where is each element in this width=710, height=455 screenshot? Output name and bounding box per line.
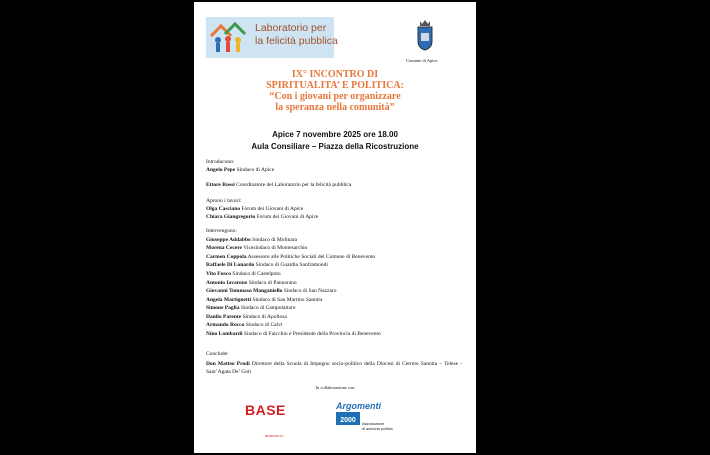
speaker-role: Sindaco di Apice <box>236 167 275 173</box>
speaker-role: Sindaco di Apollosa <box>242 314 287 320</box>
speaker-line <box>206 206 303 212</box>
argomenti-sub-line: Associazione <box>362 422 385 426</box>
event-date: Apice 7 novembre 2025 ore 18.00 <box>272 130 398 139</box>
speaker-role: Forum dei Giovani di Apice <box>241 206 304 212</box>
argomenti-year: 2000 <box>340 417 356 424</box>
speaker-line <box>206 182 351 188</box>
speaker-line <box>206 305 296 311</box>
laboratorio-logo <box>206 17 338 58</box>
comune-crest-icon <box>415 19 435 51</box>
argomenti-sub-line: di amicizia politica <box>362 426 393 431</box>
speaker-role: Sindaco di San Martino Sannita <box>252 297 323 303</box>
speaker-role: Forum dei Giovani di Apice <box>256 214 319 220</box>
speaker-line <box>206 167 274 173</box>
speaker-name: Raffaele Di Lonardo <box>206 262 255 268</box>
speaker-role: Sindaco di Pannarano <box>248 280 297 286</box>
speaker-name: Angela Martignetti <box>206 297 252 303</box>
speaker-role: Sindaco di Calvi <box>245 322 283 328</box>
argomenti-logo: Argomenti <box>336 401 381 411</box>
speaker-name: Don Matteo Prodi <box>206 361 250 367</box>
title-line: SPIRITUALITA’ E POLITICA: <box>266 80 404 91</box>
speaker-line <box>206 280 297 286</box>
speaker-name: Nino Lombardi <box>206 331 243 337</box>
speaker-line <box>206 322 282 328</box>
flyer-page <box>194 2 476 453</box>
speaker-name: Danilo Parente <box>206 314 242 320</box>
speaker-line <box>206 297 322 303</box>
section-label-aprono: Aprono i lavori: <box>206 198 242 204</box>
speaker-name: Vito Fusco <box>206 271 232 277</box>
speaker-role: Vicesindaco di Montesarchio <box>243 245 308 251</box>
speaker-line <box>206 245 307 251</box>
houses-people-icon <box>209 21 249 54</box>
speaker-name: Simone Paglia <box>206 305 240 311</box>
speaker-role: Sindaco di Castelpoto <box>232 271 281 277</box>
speaker-line <box>206 331 381 337</box>
section-label-conclude: Conclude: <box>206 351 229 357</box>
speaker-line <box>206 271 281 277</box>
speaker-name: Giuseppe Addabbo <box>206 237 251 243</box>
logo-text-line2: la felicità pubblica <box>255 35 338 47</box>
speaker-name: Ettore Rossi <box>206 182 235 188</box>
base-logo-sub: BENEVENTO <box>265 434 284 438</box>
base-logo: BASE <box>245 402 286 418</box>
speaker-line <box>206 214 318 220</box>
speaker-role: Assessore alle Politiche Sociali del Comune di Benevento <box>247 254 376 260</box>
speaker-name: Antonio Iavarone <box>206 280 248 286</box>
collaboration-label: In collaborazione con <box>315 385 355 390</box>
speaker-role: Direttore della Scuola di Impegno socio-politico della Diocesi di Cerreto Sannita – Telese - Sant’Agata De’ Goti <box>206 361 462 375</box>
speaker-name: Olga Casciano <box>206 206 241 212</box>
speaker-name: Giovanni Tommaso Manganiello <box>206 288 283 294</box>
speaker-role: Coordinatore del Laboratorio per la felicità pubblica <box>236 182 352 188</box>
speaker-line <box>206 288 336 294</box>
event-datetime-place <box>194 129 476 152</box>
logo-text-line1: Laboratorio per <box>255 22 327 34</box>
title-line: IX° INCONTRO DI <box>291 69 379 80</box>
speaker-line <box>206 254 375 260</box>
speaker-line <box>206 262 328 268</box>
closing-speaker <box>206 360 462 376</box>
section-label-intervengono: Intervengono: <box>206 228 237 234</box>
speaker-name: Armando Rocco <box>206 322 245 328</box>
speaker-name: Carmen Coppola <box>206 254 247 260</box>
argomenti-logo-sub <box>362 422 393 431</box>
event-venue: Aula Consiliare – Piazza della Ricostruzione <box>251 141 419 151</box>
comune-label: Comune di Apice <box>406 58 438 63</box>
speaker-name: Angelo Pepe <box>206 167 236 173</box>
speaker-role: Sindaco di Molinara <box>252 237 298 243</box>
speaker-role: Sindaco di Faicchio e Presidente della Provincia di Benevento <box>243 331 381 337</box>
speaker-role: Sindaco di San Nazzaro <box>283 288 337 294</box>
title-line: “Con i giovani per organizzare <box>269 91 401 102</box>
speaker-line <box>206 314 287 320</box>
speaker-role: Sindaco di Campolattaro <box>240 305 296 311</box>
speaker-name: Chiara Giangregorio <box>206 214 256 220</box>
speaker-line <box>206 237 297 243</box>
speaker-name: Morena Cecere <box>206 245 242 251</box>
event-title <box>194 69 476 113</box>
speaker-role: Sindaco di Guardia Sanframondi <box>255 262 328 268</box>
section-label-introducono: Introducono: <box>206 159 235 165</box>
title-line: la speranza nella comunità” <box>275 102 395 113</box>
